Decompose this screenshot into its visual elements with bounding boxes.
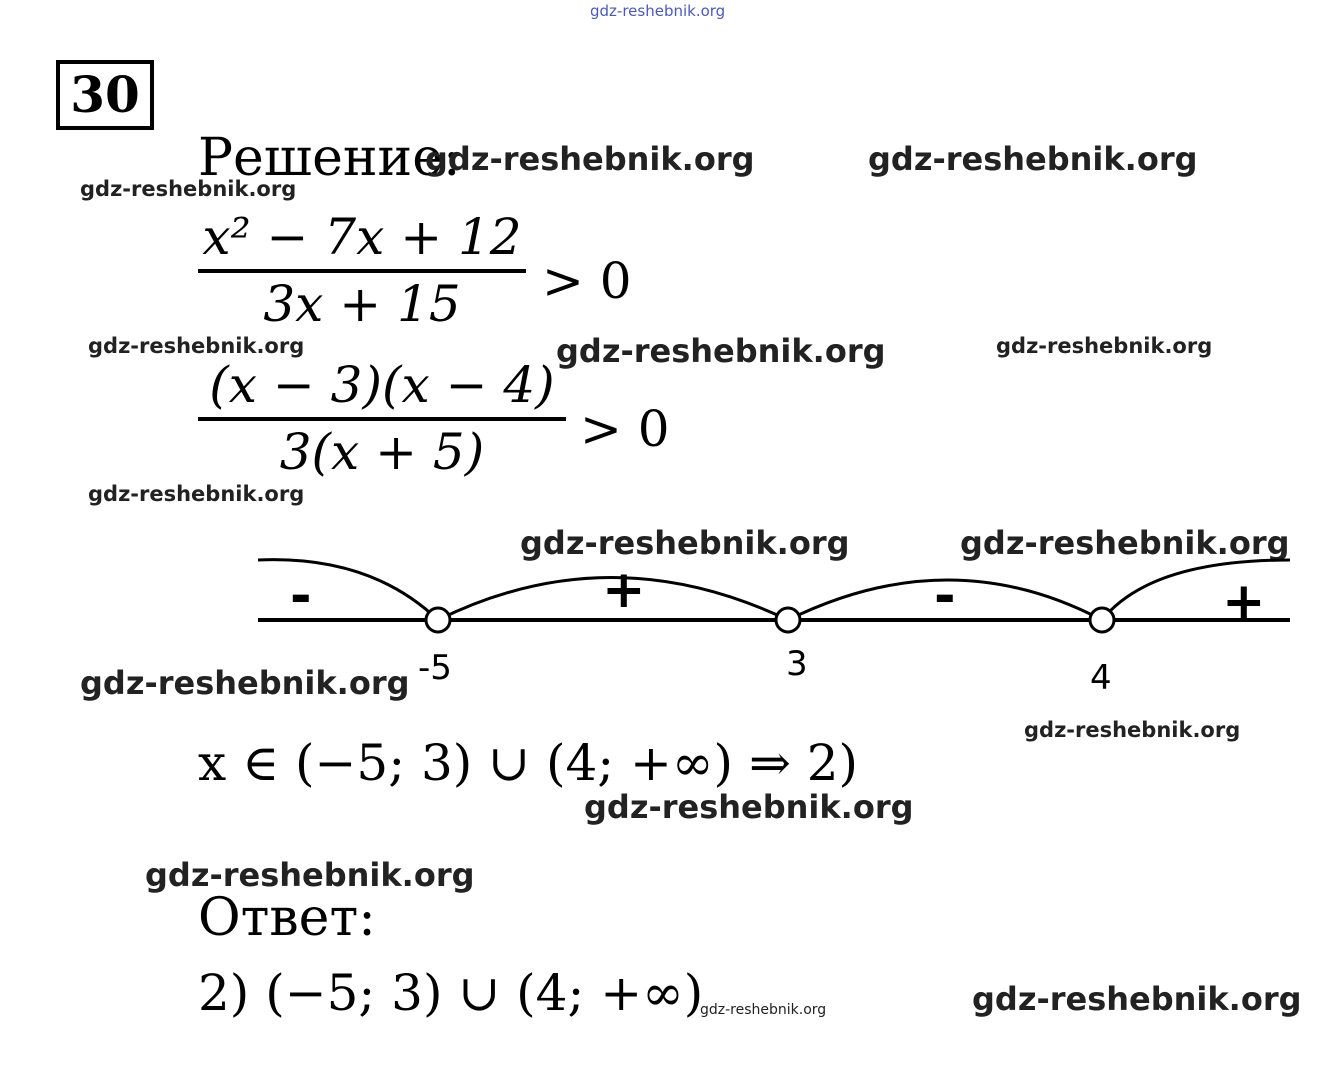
answer: 2) (−5; 3) ∪ (4; +∞) <box>198 964 704 1022</box>
task-number: 30 <box>56 60 154 130</box>
watermark: gdz-reshebnik.org <box>425 140 755 178</box>
point-label: 4 <box>1090 658 1112 698</box>
open-point <box>776 608 800 632</box>
watermark: gdz-reshebnik.org <box>700 1002 827 1018</box>
relation-step1: > 0 <box>542 252 632 310</box>
fraction-step2 <box>198 358 566 480</box>
watermark: gdz-reshebnik.org <box>960 524 1290 562</box>
fraction-step1 <box>198 210 526 332</box>
point-label: 3 <box>786 644 808 684</box>
sign-minus: - <box>934 566 956 626</box>
fraction-denominator: 3(x + 5) <box>279 423 485 481</box>
sign-minus: - <box>290 566 312 626</box>
sign-arc <box>258 560 438 620</box>
relation-step2: > 0 <box>580 400 670 458</box>
open-point <box>426 608 450 632</box>
watermark: gdz-reshebnik.org <box>145 856 475 894</box>
sign-plus: + <box>1222 572 1266 632</box>
watermark: gdz-reshebnik.org <box>996 334 1213 358</box>
fraction-denominator: 3x + 15 <box>263 275 461 333</box>
conclusion: x ∈ (−5; 3) ∪ (4; +∞) ⇒ 2) <box>198 734 859 792</box>
watermark: gdz-reshebnik.org <box>520 524 850 562</box>
open-point <box>1090 608 1114 632</box>
watermark: gdz-reshebnik.org <box>584 788 914 826</box>
watermark: gdz-reshebnik.org <box>80 177 297 201</box>
point-label: -5 <box>418 648 452 688</box>
sign-plus: + <box>602 560 646 620</box>
fraction-numerator: (x − 3)(x − 4) <box>209 356 555 414</box>
fraction-numerator: x² − 7x + 12 <box>202 208 522 266</box>
solution-heading: Решение: <box>198 128 461 188</box>
watermark: gdz-reshebnik.org <box>556 332 886 370</box>
watermark: gdz-reshebnik.org <box>1024 718 1241 742</box>
answer-heading: Ответ: <box>198 888 376 948</box>
number-line <box>250 545 1300 695</box>
watermark-top: gdz-reshebnik.org <box>590 2 726 20</box>
fraction-bar <box>198 269 526 273</box>
fraction-bar <box>198 417 566 421</box>
watermark: gdz-reshebnik.org <box>868 140 1198 178</box>
watermark: gdz-reshebnik.org <box>972 980 1302 1018</box>
watermark: gdz-reshebnik.org <box>80 664 410 702</box>
watermark: gdz-reshebnik.org <box>88 482 305 506</box>
watermark: gdz-reshebnik.org <box>88 334 305 358</box>
